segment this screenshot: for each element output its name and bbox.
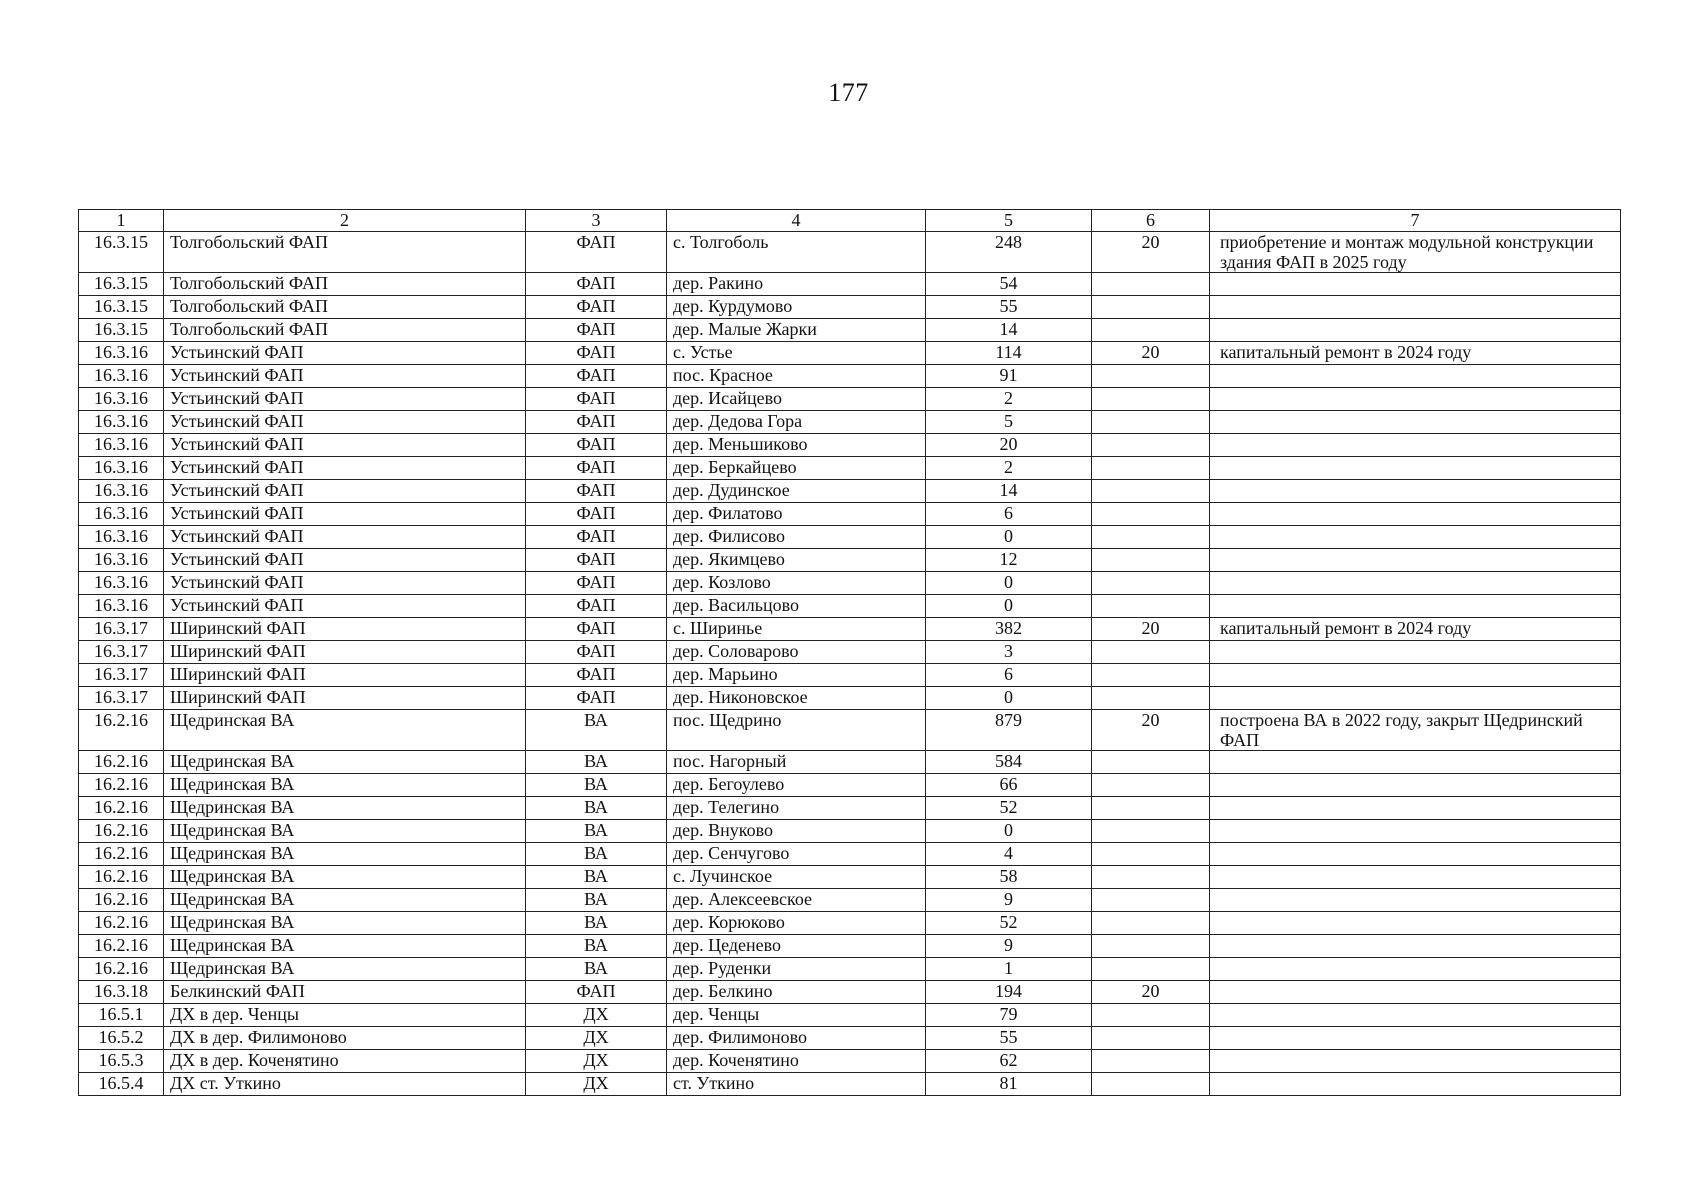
table-row <box>79 232 1621 273</box>
table-row <box>79 296 1621 319</box>
table-row <box>79 503 1621 526</box>
distance-cell <box>1092 1027 1210 1050</box>
population-cell: 52 <box>926 912 1092 935</box>
settlement-cell: дер. Сенчугово <box>667 843 926 866</box>
settlement-cell: дер. Козлово <box>667 572 926 595</box>
facility-type-cell: ДХ <box>526 1073 667 1096</box>
table-row <box>79 526 1621 549</box>
facility-type-cell: ДХ <box>526 1004 667 1027</box>
facility-name-cell: Устьинский ФАП <box>164 411 526 434</box>
table-row <box>79 457 1621 480</box>
facility-name-cell: Толгобольский ФАП <box>164 273 526 296</box>
facility-type-cell: ВА <box>526 797 667 820</box>
table-row <box>79 365 1621 388</box>
facility-type-cell: ФАП <box>526 549 667 572</box>
note-cell <box>1210 687 1621 710</box>
distance-cell <box>1092 319 1210 342</box>
population-cell: 248 <box>926 232 1092 273</box>
table-row <box>79 935 1621 958</box>
settlement-cell: пос. Щедрино <box>667 710 926 751</box>
population-cell: 14 <box>926 480 1092 503</box>
settlement-cell: дер. Якимцево <box>667 549 926 572</box>
facility-name-cell: Толгобольский ФАП <box>164 296 526 319</box>
facility-type-cell: ФАП <box>526 664 667 687</box>
settlement-cell: с. Устье <box>667 342 926 365</box>
facility-type-cell: ФАП <box>526 526 667 549</box>
table-body <box>79 232 1621 1096</box>
facility-name-cell: Ширинский ФАП <box>164 618 526 641</box>
distance-cell <box>1092 296 1210 319</box>
note-cell <box>1210 411 1621 434</box>
population-cell: 91 <box>926 365 1092 388</box>
distance-cell: 20 <box>1092 342 1210 365</box>
row-code-cell: 16.3.16 <box>79 595 164 618</box>
note-cell <box>1210 273 1621 296</box>
row-code-cell: 16.2.16 <box>79 774 164 797</box>
note-cell: построена ВА в 2022 году, закрыт Щедринский ФАП <box>1210 710 1621 751</box>
note-cell <box>1210 820 1621 843</box>
row-code-cell: 16.3.16 <box>79 480 164 503</box>
facility-name-cell: Толгобольский ФАП <box>164 319 526 342</box>
distance-cell <box>1092 797 1210 820</box>
facility-type-cell: ВА <box>526 912 667 935</box>
row-code-cell: 16.3.16 <box>79 411 164 434</box>
note-cell <box>1210 641 1621 664</box>
facility-name-cell: Толгобольский ФАП <box>164 232 526 273</box>
table-row <box>79 843 1621 866</box>
facility-name-cell: Щедринская ВА <box>164 820 526 843</box>
distance-cell <box>1092 958 1210 981</box>
facility-type-cell: ФАП <box>526 411 667 434</box>
table-row <box>79 434 1621 457</box>
distance-cell <box>1092 457 1210 480</box>
row-code-cell: 16.2.16 <box>79 751 164 774</box>
facility-name-cell: Щедринская ВА <box>164 866 526 889</box>
note-cell <box>1210 866 1621 889</box>
distance-cell <box>1092 664 1210 687</box>
row-code-cell: 16.3.16 <box>79 526 164 549</box>
distance-cell <box>1092 1073 1210 1096</box>
table-row <box>79 319 1621 342</box>
note-cell: капитальный ремонт в 2024 году <box>1210 618 1621 641</box>
settlement-cell: дер. Васильцово <box>667 595 926 618</box>
column-header: 4 <box>667 210 926 232</box>
row-code-cell: 16.2.16 <box>79 889 164 912</box>
note-cell <box>1210 572 1621 595</box>
distance-cell <box>1092 820 1210 843</box>
header-row <box>79 210 1621 232</box>
column-header: 3 <box>526 210 667 232</box>
population-cell: 58 <box>926 866 1092 889</box>
population-cell: 52 <box>926 797 1092 820</box>
population-cell: 879 <box>926 710 1092 751</box>
distance-cell <box>1092 866 1210 889</box>
facility-name-cell: Ширинский ФАП <box>164 664 526 687</box>
note-cell <box>1210 457 1621 480</box>
distance-cell <box>1092 503 1210 526</box>
facility-type-cell: ВА <box>526 935 667 958</box>
facility-type-cell: ВА <box>526 774 667 797</box>
facility-type-cell: ВА <box>526 958 667 981</box>
population-cell: 5 <box>926 411 1092 434</box>
population-cell: 0 <box>926 572 1092 595</box>
facility-type-cell: ФАП <box>526 618 667 641</box>
column-header: 2 <box>164 210 526 232</box>
facility-name-cell: Устьинский ФАП <box>164 388 526 411</box>
table-row <box>79 480 1621 503</box>
population-cell: 0 <box>926 526 1092 549</box>
note-cell <box>1210 935 1621 958</box>
note-cell <box>1210 365 1621 388</box>
population-cell: 20 <box>926 434 1092 457</box>
row-code-cell: 16.3.17 <box>79 687 164 710</box>
settlement-cell: с. Ширинье <box>667 618 926 641</box>
facility-type-cell: ФАП <box>526 503 667 526</box>
population-cell: 66 <box>926 774 1092 797</box>
settlement-cell: дер. Никоновское <box>667 687 926 710</box>
facility-name-cell: ДХ в дер. Филимоново <box>164 1027 526 1050</box>
note-cell: капитальный ремонт в 2024 году <box>1210 342 1621 365</box>
row-code-cell: 16.2.16 <box>79 958 164 981</box>
distance-cell <box>1092 889 1210 912</box>
facility-type-cell: ВА <box>526 843 667 866</box>
row-code-cell: 16.2.16 <box>79 797 164 820</box>
row-code-cell: 16.3.16 <box>79 342 164 365</box>
table-row <box>79 388 1621 411</box>
facility-type-cell: ФАП <box>526 434 667 457</box>
facility-name-cell: Щедринская ВА <box>164 710 526 751</box>
note-cell <box>1210 388 1621 411</box>
facility-name-cell: Щедринская ВА <box>164 751 526 774</box>
row-code-cell: 16.5.4 <box>79 1073 164 1096</box>
table-row <box>79 981 1621 1004</box>
facility-name-cell: Щедринская ВА <box>164 843 526 866</box>
settlement-cell: дер. Корюково <box>667 912 926 935</box>
settlement-cell: пос. Нагорный <box>667 751 926 774</box>
distance-cell <box>1092 751 1210 774</box>
row-code-cell: 16.3.16 <box>79 549 164 572</box>
row-code-cell: 16.3.15 <box>79 296 164 319</box>
facility-type-cell: ФАП <box>526 572 667 595</box>
distance-cell <box>1092 480 1210 503</box>
facility-type-cell: ФАП <box>526 388 667 411</box>
note-cell <box>1210 797 1621 820</box>
note-cell <box>1210 1027 1621 1050</box>
population-cell: 54 <box>926 273 1092 296</box>
facility-name-cell: Щедринская ВА <box>164 889 526 912</box>
table-row <box>79 572 1621 595</box>
settlement-cell: дер. Дедова Гора <box>667 411 926 434</box>
distance-cell <box>1092 1004 1210 1027</box>
facility-type-cell: ФАП <box>526 342 667 365</box>
population-cell: 584 <box>926 751 1092 774</box>
distance-cell <box>1092 526 1210 549</box>
row-code-cell: 16.5.3 <box>79 1050 164 1073</box>
facility-name-cell: Устьинский ФАП <box>164 549 526 572</box>
facilities-table <box>78 209 1621 1096</box>
settlement-cell: ст. Уткино <box>667 1073 926 1096</box>
facility-name-cell: Щедринская ВА <box>164 935 526 958</box>
distance-cell: 20 <box>1092 232 1210 273</box>
row-code-cell: 16.2.16 <box>79 866 164 889</box>
settlement-cell: дер. Марьино <box>667 664 926 687</box>
population-cell: 114 <box>926 342 1092 365</box>
table-row <box>79 1073 1621 1096</box>
table-row <box>79 866 1621 889</box>
population-cell: 1 <box>926 958 1092 981</box>
distance-cell <box>1092 549 1210 572</box>
facility-name-cell: Устьинский ФАП <box>164 480 526 503</box>
row-code-cell: 16.3.17 <box>79 664 164 687</box>
row-code-cell: 16.3.16 <box>79 503 164 526</box>
note-cell <box>1210 526 1621 549</box>
note-cell <box>1210 889 1621 912</box>
facility-name-cell: Устьинский ФАП <box>164 365 526 388</box>
note-cell <box>1210 1004 1621 1027</box>
distance-cell <box>1092 843 1210 866</box>
table-row <box>79 889 1621 912</box>
facility-name-cell: Устьинский ФАП <box>164 572 526 595</box>
distance-cell: 20 <box>1092 981 1210 1004</box>
facility-type-cell: ФАП <box>526 273 667 296</box>
settlement-cell: дер. Филимоново <box>667 1027 926 1050</box>
table-row <box>79 820 1621 843</box>
settlement-cell: пос. Красное <box>667 365 926 388</box>
note-cell <box>1210 774 1621 797</box>
column-header: 1 <box>79 210 164 232</box>
facility-type-cell: ФАП <box>526 480 667 503</box>
population-cell: 2 <box>926 388 1092 411</box>
row-code-cell: 16.3.15 <box>79 319 164 342</box>
facility-name-cell: ДХ ст. Уткино <box>164 1073 526 1096</box>
row-code-cell: 16.5.2 <box>79 1027 164 1050</box>
table-row <box>79 1027 1621 1050</box>
table-row <box>79 273 1621 296</box>
facility-name-cell: Устьинский ФАП <box>164 595 526 618</box>
row-code-cell: 16.3.17 <box>79 618 164 641</box>
facility-name-cell: Устьинский ФАП <box>164 457 526 480</box>
distance-cell <box>1092 365 1210 388</box>
distance-cell <box>1092 595 1210 618</box>
settlement-cell: дер. Курдумово <box>667 296 926 319</box>
population-cell: 9 <box>926 935 1092 958</box>
facility-type-cell: ФАП <box>526 232 667 273</box>
settlement-cell: дер. Филисово <box>667 526 926 549</box>
note-cell <box>1210 434 1621 457</box>
column-header: 6 <box>1092 210 1210 232</box>
population-cell: 0 <box>926 595 1092 618</box>
table-row <box>79 342 1621 365</box>
facility-type-cell: ФАП <box>526 687 667 710</box>
settlement-cell: с. Лучинское <box>667 866 926 889</box>
facility-name-cell: Устьинский ФАП <box>164 503 526 526</box>
row-code-cell: 16.2.16 <box>79 912 164 935</box>
row-code-cell: 16.3.15 <box>79 232 164 273</box>
row-code-cell: 16.3.15 <box>79 273 164 296</box>
facility-name-cell: Белкинский ФАП <box>164 981 526 1004</box>
distance-cell <box>1092 935 1210 958</box>
population-cell: 4 <box>926 843 1092 866</box>
table-row <box>79 710 1621 751</box>
table-row <box>79 618 1621 641</box>
settlement-cell: дер. Телегино <box>667 797 926 820</box>
table-row <box>79 687 1621 710</box>
facility-type-cell: ВА <box>526 889 667 912</box>
population-cell: 55 <box>926 296 1092 319</box>
settlement-cell: с. Толгоболь <box>667 232 926 273</box>
note-cell <box>1210 1050 1621 1073</box>
facility-name-cell: Щедринская ВА <box>164 912 526 935</box>
column-header: 5 <box>926 210 1092 232</box>
distance-cell <box>1092 411 1210 434</box>
row-code-cell: 16.5.1 <box>79 1004 164 1027</box>
facility-type-cell: ВА <box>526 866 667 889</box>
table-row <box>79 1050 1621 1073</box>
distance-cell <box>1092 774 1210 797</box>
facility-type-cell: ФАП <box>526 296 667 319</box>
population-cell: 12 <box>926 549 1092 572</box>
row-code-cell: 16.3.16 <box>79 434 164 457</box>
facility-name-cell: Щедринская ВА <box>164 774 526 797</box>
page-number: 177 <box>828 78 869 107</box>
table-row <box>79 774 1621 797</box>
population-cell: 79 <box>926 1004 1092 1027</box>
distance-cell: 20 <box>1092 618 1210 641</box>
settlement-cell: дер. Малые Жарки <box>667 319 926 342</box>
row-code-cell: 16.3.16 <box>79 457 164 480</box>
facility-type-cell: ВА <box>526 751 667 774</box>
note-cell <box>1210 1073 1621 1096</box>
facility-name-cell: Щедринская ВА <box>164 797 526 820</box>
settlement-cell: дер. Цеденево <box>667 935 926 958</box>
population-cell: 62 <box>926 1050 1092 1073</box>
population-cell: 0 <box>926 687 1092 710</box>
facility-name-cell: ДХ в дер. Ченцы <box>164 1004 526 1027</box>
facility-name-cell: Щедринская ВА <box>164 958 526 981</box>
distance-cell <box>1092 641 1210 664</box>
table-row <box>79 1004 1621 1027</box>
settlement-cell: дер. Бегоулево <box>667 774 926 797</box>
settlement-cell: дер. Беркайцево <box>667 457 926 480</box>
settlement-cell: дер. Ченцы <box>667 1004 926 1027</box>
population-cell: 3 <box>926 641 1092 664</box>
distance-cell <box>1092 388 1210 411</box>
table-row <box>79 641 1621 664</box>
facility-type-cell: ВА <box>526 710 667 751</box>
note-cell <box>1210 751 1621 774</box>
distance-cell <box>1092 1050 1210 1073</box>
note-cell <box>1210 595 1621 618</box>
facility-name-cell: Ширинский ФАП <box>164 687 526 710</box>
settlement-cell: дер. Филатово <box>667 503 926 526</box>
population-cell: 55 <box>926 1027 1092 1050</box>
row-code-cell: 16.3.16 <box>79 572 164 595</box>
facility-name-cell: ДХ в дер. Коченятино <box>164 1050 526 1073</box>
distance-cell: 20 <box>1092 710 1210 751</box>
facility-name-cell: Ширинский ФАП <box>164 641 526 664</box>
facility-type-cell: ФАП <box>526 641 667 664</box>
table-row <box>79 751 1621 774</box>
facility-name-cell: Устьинский ФАП <box>164 434 526 457</box>
settlement-cell: дер. Дудинское <box>667 480 926 503</box>
row-code-cell: 16.2.16 <box>79 710 164 751</box>
population-cell: 6 <box>926 503 1092 526</box>
table-row <box>79 549 1621 572</box>
facility-type-cell: ВА <box>526 820 667 843</box>
distance-cell <box>1092 687 1210 710</box>
table-row <box>79 797 1621 820</box>
note-cell <box>1210 981 1621 1004</box>
population-cell: 382 <box>926 618 1092 641</box>
distance-cell <box>1092 572 1210 595</box>
population-cell: 2 <box>926 457 1092 480</box>
population-cell: 6 <box>926 664 1092 687</box>
settlement-cell: дер. Меньшиково <box>667 434 926 457</box>
population-cell: 194 <box>926 981 1092 1004</box>
note-cell <box>1210 958 1621 981</box>
row-code-cell: 16.3.17 <box>79 641 164 664</box>
facility-name-cell: Устьинский ФАП <box>164 342 526 365</box>
settlement-cell: дер. Белкино <box>667 981 926 1004</box>
note-cell <box>1210 296 1621 319</box>
table-row <box>79 595 1621 618</box>
row-code-cell: 16.2.16 <box>79 820 164 843</box>
note-cell <box>1210 664 1621 687</box>
settlement-cell: дер. Исайцево <box>667 388 926 411</box>
facility-type-cell: ФАП <box>526 365 667 388</box>
table-row <box>79 958 1621 981</box>
row-code-cell: 16.2.16 <box>79 843 164 866</box>
note-cell <box>1210 843 1621 866</box>
row-code-cell: 16.3.16 <box>79 365 164 388</box>
facility-type-cell: ФАП <box>526 457 667 480</box>
settlement-cell: дер. Соловарово <box>667 641 926 664</box>
population-cell: 0 <box>926 820 1092 843</box>
note-cell: приобретение и монтаж модульной конструкции здания ФАП в 2025 году <box>1210 232 1621 273</box>
settlement-cell: дер. Коченятино <box>667 1050 926 1073</box>
note-cell <box>1210 549 1621 572</box>
facility-type-cell: ФАП <box>526 981 667 1004</box>
population-cell: 81 <box>926 1073 1092 1096</box>
population-cell: 14 <box>926 319 1092 342</box>
table-row <box>79 912 1621 935</box>
column-header: 7 <box>1210 210 1621 232</box>
settlement-cell: дер. Ракино <box>667 273 926 296</box>
note-cell <box>1210 912 1621 935</box>
settlement-cell: дер. Алексеевское <box>667 889 926 912</box>
distance-cell <box>1092 912 1210 935</box>
distance-cell <box>1092 434 1210 457</box>
note-cell <box>1210 503 1621 526</box>
table-row <box>79 411 1621 434</box>
facility-name-cell: Устьинский ФАП <box>164 526 526 549</box>
facility-type-cell: ФАП <box>526 319 667 342</box>
facility-type-cell: ФАП <box>526 595 667 618</box>
row-code-cell: 16.3.16 <box>79 388 164 411</box>
row-code-cell: 16.3.18 <box>79 981 164 1004</box>
facility-type-cell: ДХ <box>526 1027 667 1050</box>
note-cell <box>1210 319 1621 342</box>
distance-cell <box>1092 273 1210 296</box>
settlement-cell: дер. Внуково <box>667 820 926 843</box>
settlement-cell: дер. Руденки <box>667 958 926 981</box>
table-row <box>79 664 1621 687</box>
note-cell <box>1210 480 1621 503</box>
population-cell: 9 <box>926 889 1092 912</box>
facility-type-cell: ДХ <box>526 1050 667 1073</box>
row-code-cell: 16.2.16 <box>79 935 164 958</box>
